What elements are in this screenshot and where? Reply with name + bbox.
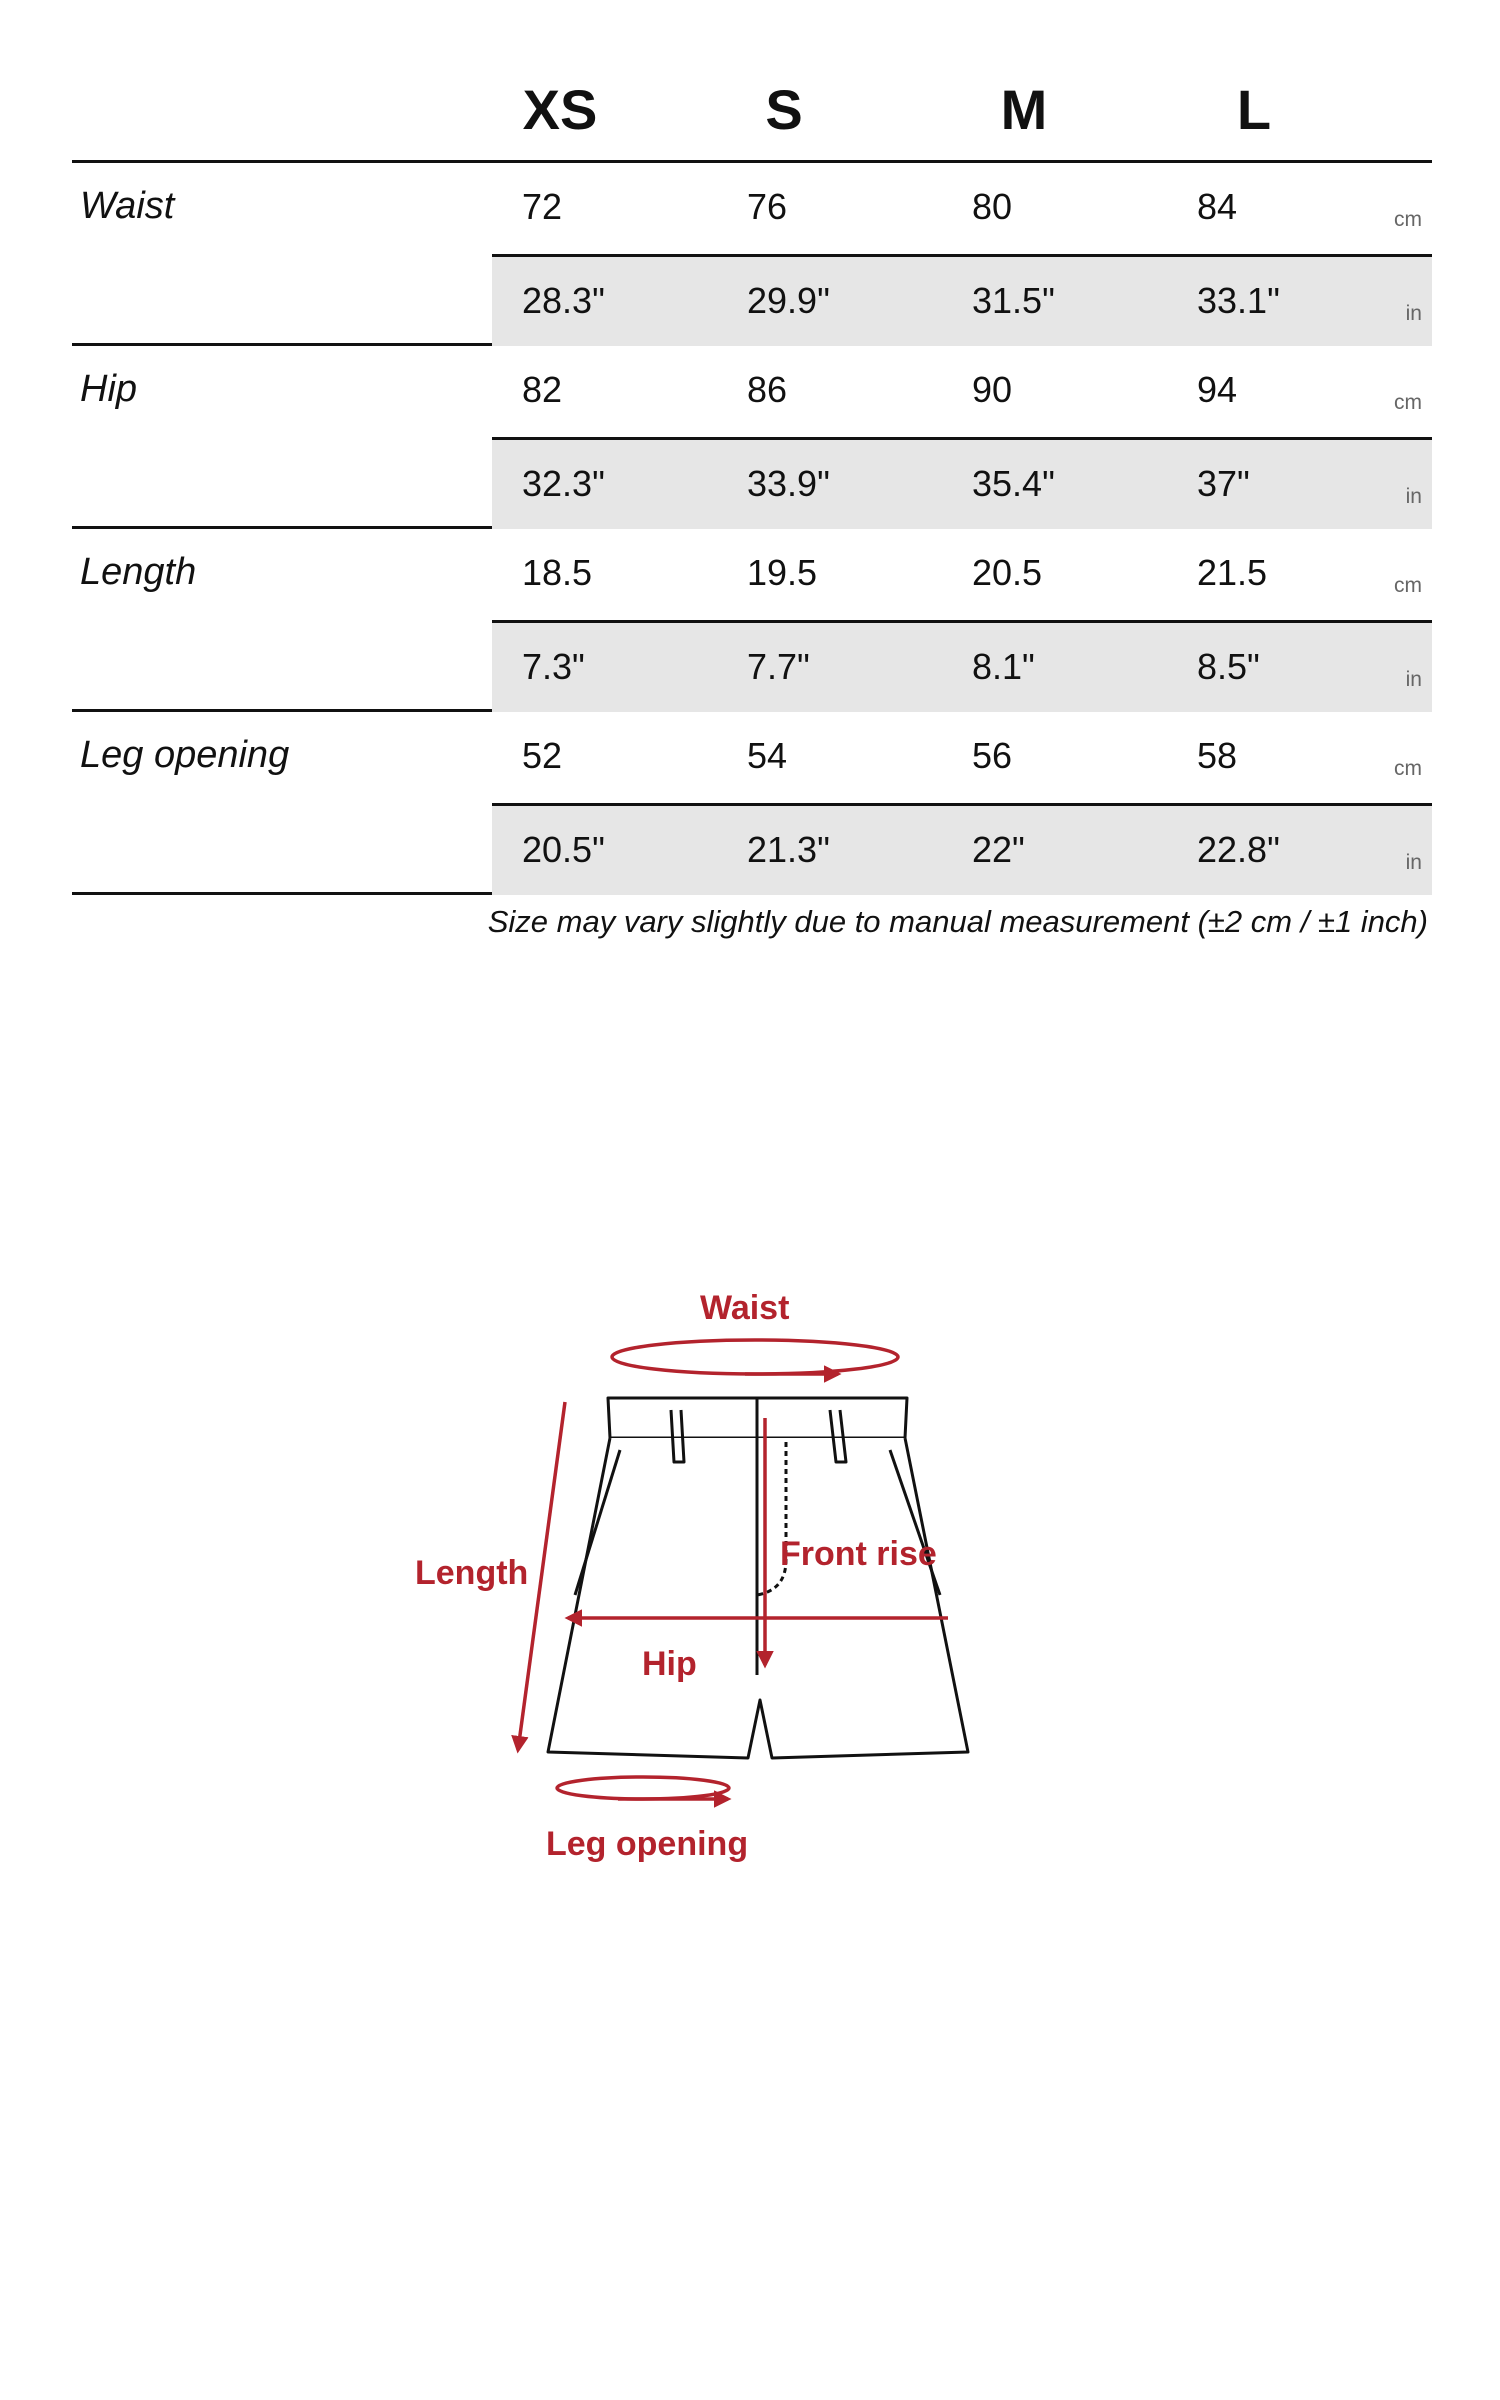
cell: 8.1" bbox=[972, 646, 1035, 687]
shorts-measurement-diagram bbox=[0, 1250, 1500, 1910]
size-header-xs: XS bbox=[522, 78, 598, 141]
cell: 8.5" bbox=[1197, 646, 1260, 687]
cell: 19.5 bbox=[747, 552, 818, 593]
leg-opening-cm-row bbox=[492, 712, 1432, 801]
waist-label: Waist bbox=[700, 1289, 790, 1327]
cell: 90 bbox=[972, 369, 1013, 410]
cell: 35.4" bbox=[972, 463, 1055, 504]
length-cm-row bbox=[492, 529, 1432, 618]
cell: 29.9" bbox=[747, 280, 830, 321]
cell: 94 bbox=[1197, 369, 1238, 410]
cell: 86 bbox=[747, 369, 788, 410]
cell: 22.8" bbox=[1197, 829, 1280, 870]
cell: 37" bbox=[1197, 463, 1250, 504]
length-label: Length bbox=[415, 1554, 529, 1592]
leg-opening-label: Leg opening bbox=[546, 1825, 749, 1863]
cell: 7.3" bbox=[522, 646, 585, 687]
unit-label-in: in bbox=[1405, 485, 1422, 508]
unit-label-cm: cm bbox=[1394, 574, 1422, 597]
cell: 58 bbox=[1197, 735, 1238, 776]
measurement-label-length: Length bbox=[80, 551, 197, 593]
cell: 21.5 bbox=[1197, 552, 1268, 593]
unit-label-in: in bbox=[1405, 668, 1422, 691]
leg-opening-in-row bbox=[492, 803, 1432, 895]
cell: 18.5 bbox=[522, 552, 593, 593]
cell: 7.7" bbox=[747, 646, 810, 687]
row-group-waist bbox=[72, 163, 1432, 346]
size-chart-table bbox=[72, 50, 1432, 895]
unit-label-cm: cm bbox=[1394, 391, 1422, 414]
cell: 32.3" bbox=[522, 463, 605, 504]
cell: 33.9" bbox=[747, 463, 830, 504]
cell: 72 bbox=[522, 186, 563, 227]
cell: 56 bbox=[972, 735, 1013, 776]
hip-cm-row bbox=[492, 346, 1432, 435]
measurement-note: Size may vary slightly due to manual measurement (±2 cm / ±1 inch) bbox=[487, 904, 1428, 939]
cell: 33.1" bbox=[1197, 280, 1280, 321]
cell: 20.5 bbox=[972, 552, 1043, 593]
unit-label-in: in bbox=[1405, 302, 1422, 325]
unit-label-cm: cm bbox=[1394, 757, 1422, 780]
row-group-leg-opening bbox=[72, 712, 1432, 895]
size-header-row bbox=[72, 50, 1432, 163]
row-group-hip bbox=[72, 346, 1432, 529]
cell: 84 bbox=[1197, 186, 1238, 227]
cell: 31.5" bbox=[972, 280, 1055, 321]
cell: 20.5" bbox=[522, 829, 605, 870]
hip-label: Hip bbox=[642, 1645, 697, 1683]
measurement-label-waist: Waist bbox=[80, 185, 175, 227]
waist-cm-row bbox=[492, 163, 1432, 252]
unit-label-in: in bbox=[1405, 851, 1422, 874]
cell: 82 bbox=[522, 369, 563, 410]
shorts-outline bbox=[548, 1398, 968, 1758]
cell: 54 bbox=[747, 735, 788, 776]
size-header-s: S bbox=[765, 78, 803, 141]
length-in-row bbox=[492, 620, 1432, 712]
cell: 21.3" bbox=[747, 829, 830, 870]
row-group-length bbox=[72, 529, 1432, 712]
waist-in-row bbox=[492, 254, 1432, 346]
cell: 76 bbox=[747, 186, 788, 227]
cell: 28.3" bbox=[522, 280, 605, 321]
size-header-m: M bbox=[1000, 78, 1048, 141]
cell: 22" bbox=[972, 829, 1025, 870]
size-header-l: L bbox=[1236, 78, 1272, 141]
unit-label-cm: cm bbox=[1394, 208, 1422, 231]
cell: 80 bbox=[972, 186, 1013, 227]
front-rise-label: Front rise bbox=[780, 1535, 937, 1573]
measurement-label-leg-opening: Leg opening bbox=[80, 734, 290, 776]
hip-in-row bbox=[492, 437, 1432, 529]
measurement-label-hip: Hip bbox=[80, 368, 138, 410]
cell: 52 bbox=[522, 735, 563, 776]
